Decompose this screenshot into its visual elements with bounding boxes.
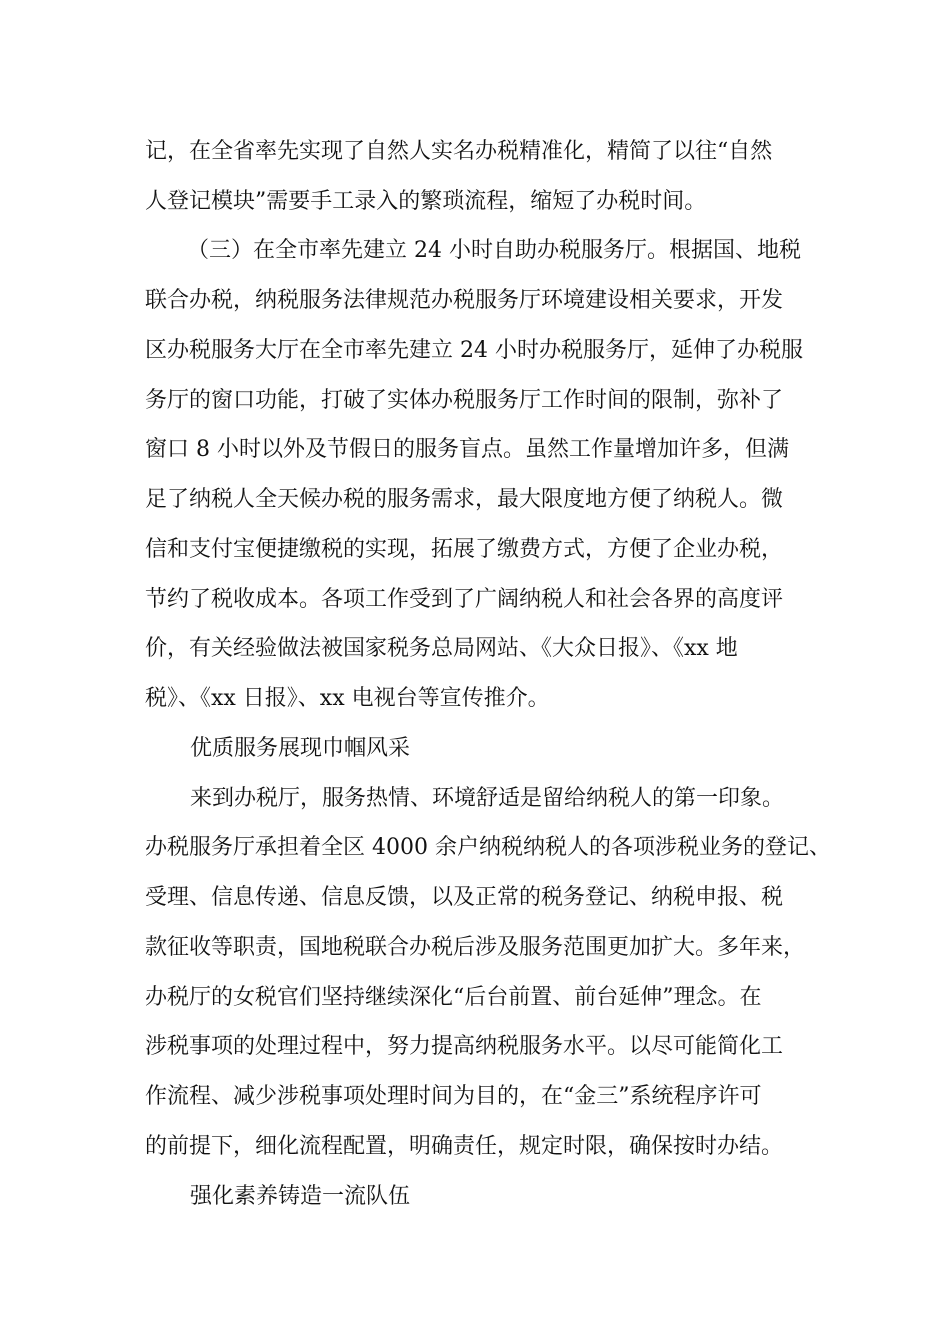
paragraph-1-line: 记，在全省率先实现了自然人实名办税精准化，精简了以往“自然: [145, 139, 773, 164]
paragraph-2-line: 税》、《xx 日报》、xx 电视台等宣传推介。: [145, 686, 550, 711]
paragraph-3-line: 涉税事项的处理过程中，努力提高纳税服务水平。以尽可能简化工: [145, 1034, 784, 1059]
paragraph-3-line: 来到办税厅，服务热情、环境舒适是留给纳税人的第一印象。: [190, 786, 785, 811]
paragraph-3-line: 作流程、减少涉税事项处理时间为目的，在“金三”系统程序许可: [145, 1084, 762, 1109]
paragraph-2-line: 价，有关经验做法被国家税务总局网站、《大众日报》、《xx 地: [145, 636, 738, 661]
section-heading: 优质服务展现巾帼风采: [190, 736, 411, 761]
paragraph-3-line: 的前提下，细化流程配置，明确责任，规定时限，确保按时办结。: [145, 1134, 784, 1159]
paragraph-2-line: 区办税服务大厅在全市率先建立 24 小时办税服务厅，延伸了办税服: [145, 338, 803, 363]
paragraph-2-line: 信和支付宝便捷缴税的实现，拓展了缴费方式，方便了企业办税，: [145, 537, 784, 562]
paragraph-3-line: 受理、信息传递、信息反馈，以及正常的税务登记、纳税申报、税: [145, 885, 784, 910]
paragraph-2-line: 联合办税，纳税服务法律规范办税服务厅环境建设相关要求，开发: [145, 288, 784, 313]
section-heading: 强化素养铸造一流队伍: [190, 1184, 411, 1209]
paragraph-2-line: 务厅的窗口功能，打破了实体办税服务厅工作时间的限制，弥补了: [145, 388, 784, 413]
paragraph-3-line: 办税服务厅承担着全区 4000 余户纳税纳税人的各项涉税业务的登记、: [145, 835, 831, 860]
paragraph-2-line: （三）在全市率先建立 24 小时自助办税服务厅。根据国、地税: [187, 238, 801, 263]
paragraph-2-line: 节约了税收成本。各项工作受到了广阔纳税人和社会各界的高度评: [145, 587, 784, 612]
paragraph-1-line: 人登记模块”需要手工录入的繁琐流程，缩短了办税时间。: [145, 189, 707, 214]
paragraph-2-line: 窗口 8 小时以外及节假日的服务盲点。虽然工作量增加许多，但满: [145, 437, 789, 462]
paragraph-3-line: 办税厅的女税官们坚持继续深化“后台前置、前台延伸”理念。在: [145, 985, 762, 1010]
paragraph-2-line: 足了纳税人全天候办税的服务需求，最大限度地方便了纳税人。微: [145, 487, 784, 512]
paragraph-3-line: 款征收等职责，国地税联合办税后涉及服务范围更加扩大。多年来，: [145, 935, 806, 960]
